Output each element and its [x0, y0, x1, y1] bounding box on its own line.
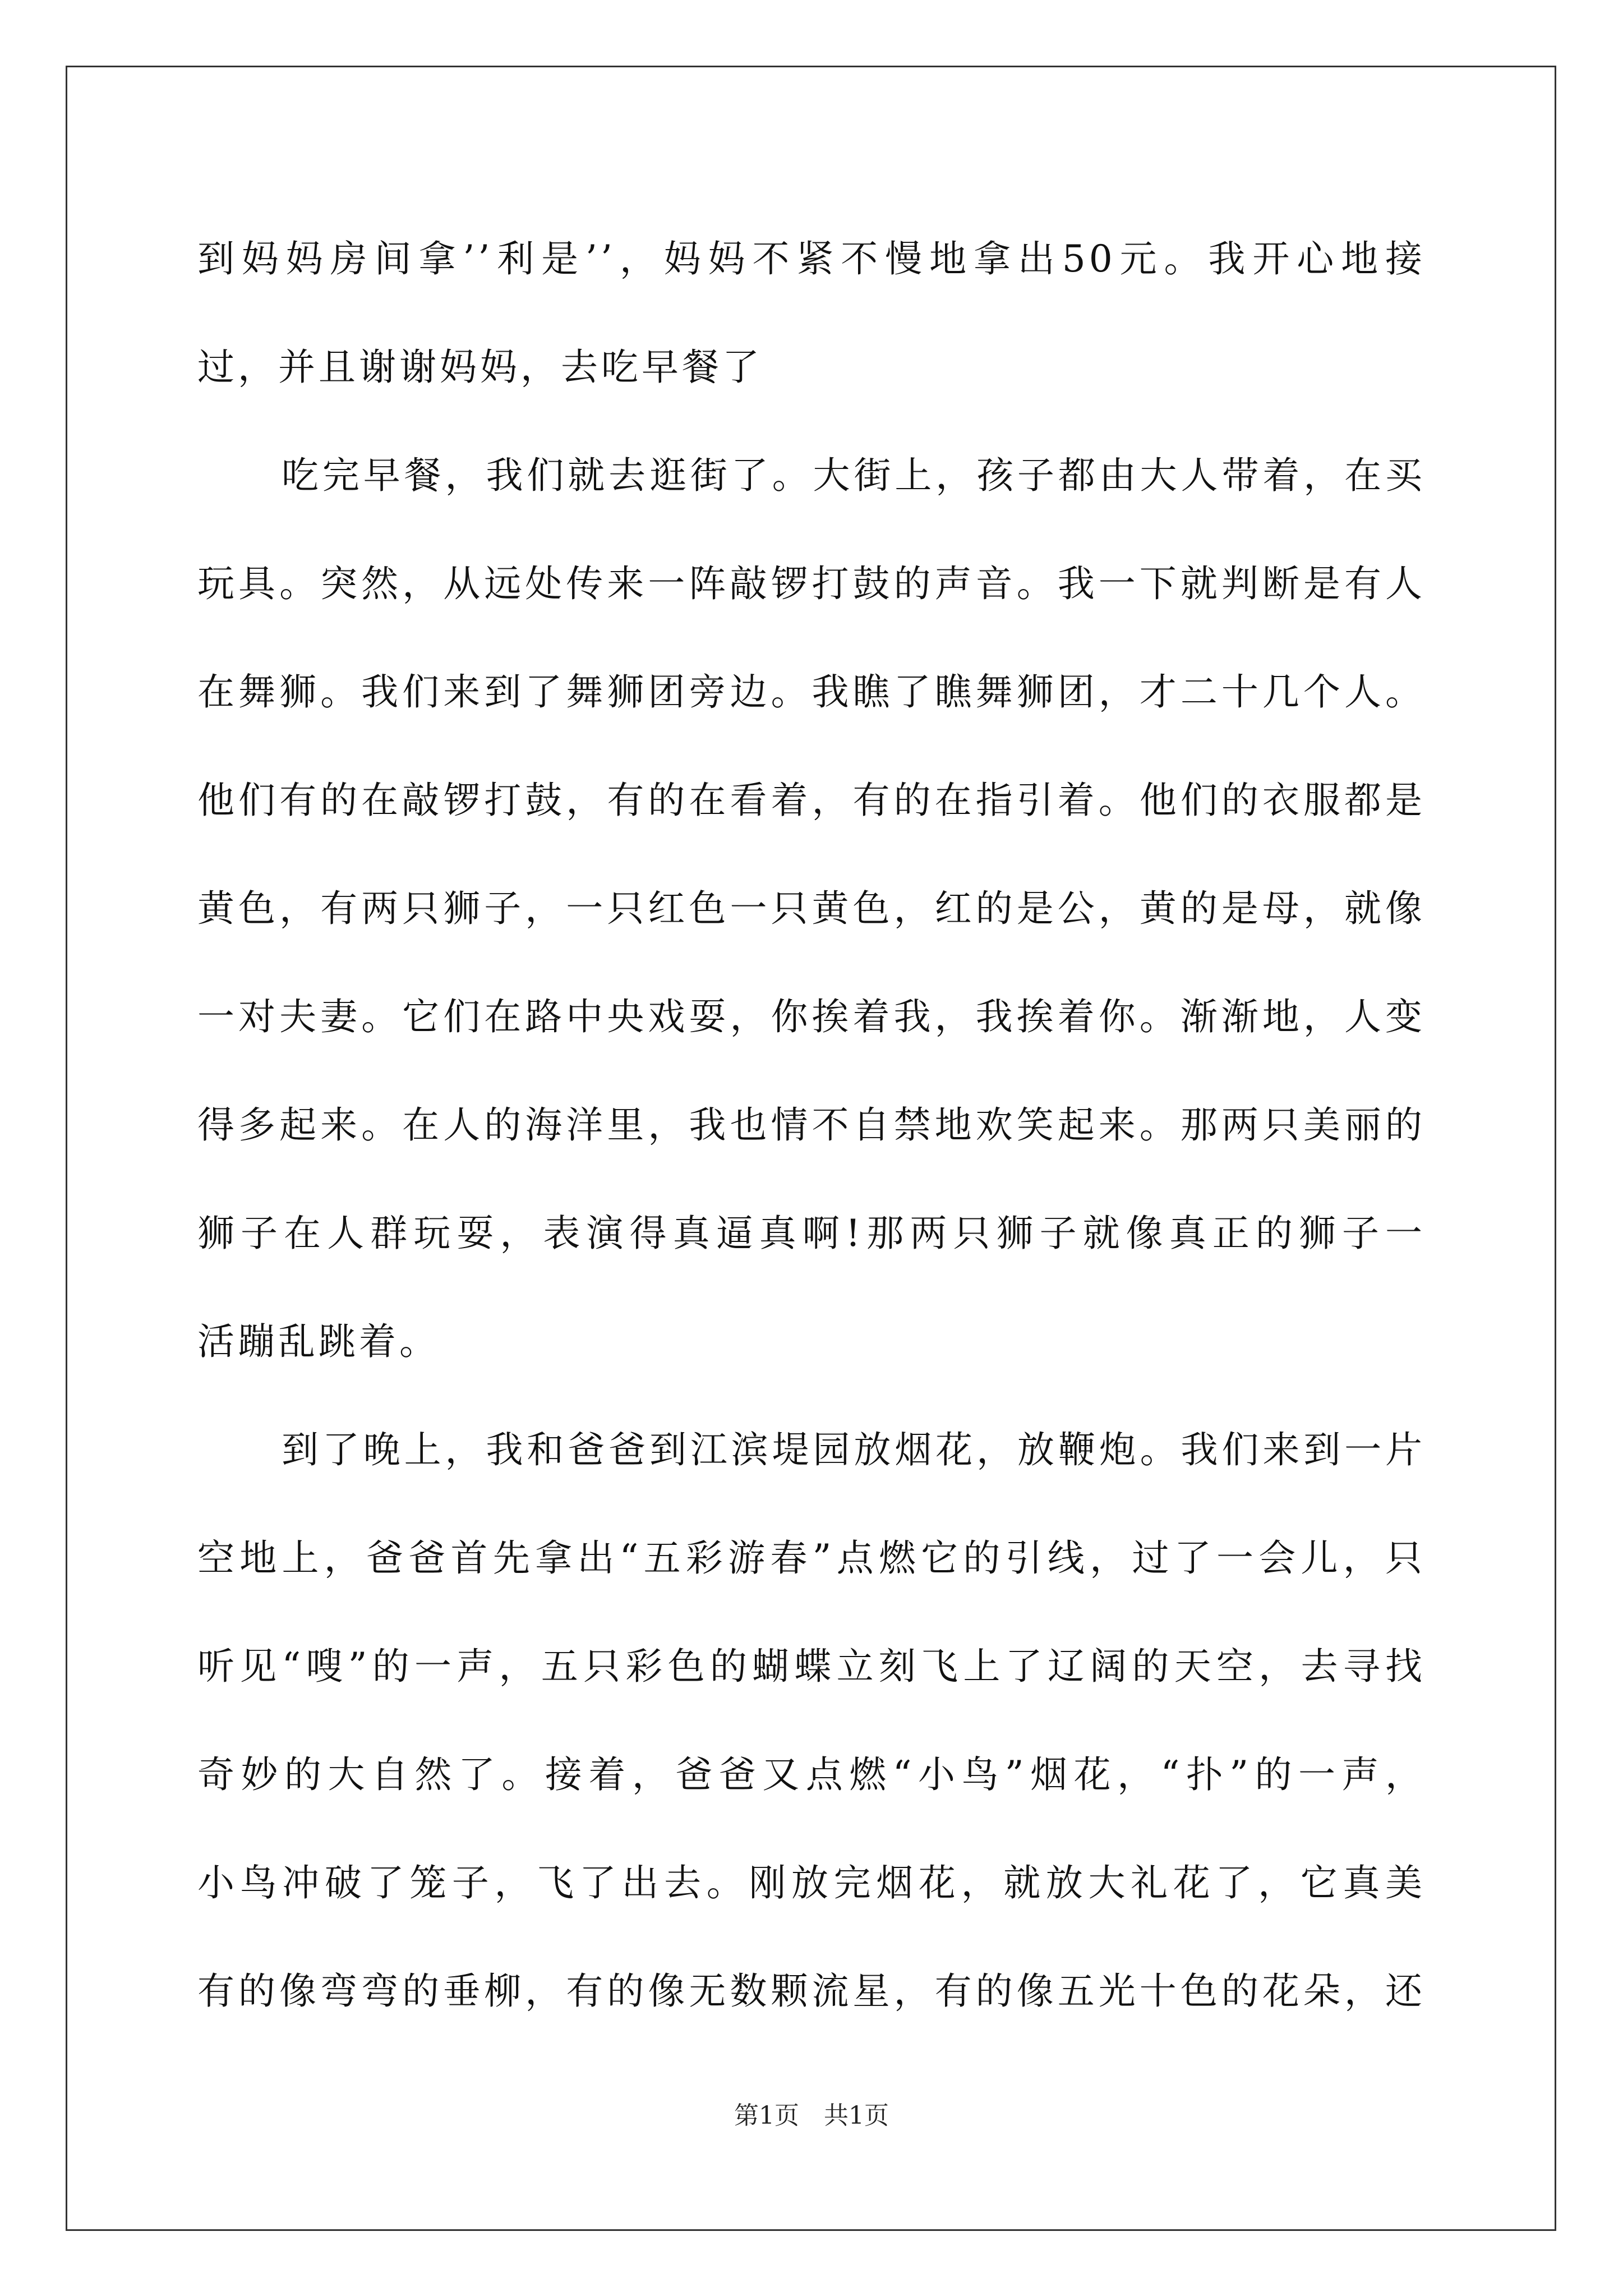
document-body — [197, 205, 1426, 2045]
text-line: 活蹦乱跳着。 — [197, 1320, 440, 1363]
text-line: 狮子在人群玩耍，表演得真逼真啊!那两只狮子就像真正的狮子一 — [197, 1212, 1426, 1255]
text-line: 听见“嗖”的一声，五只彩色的蝴蝶立刻飞上了辽阔的天空，去寻找 — [197, 1645, 1426, 1688]
text-line: 有的像弯弯的垂柳，有的像无数颗流星，有的像五光十色的花朵，还 — [197, 1970, 1426, 2013]
text-line: 奇妙的大自然了。接着，爸爸又点燃“小鸟”烟花，“扑”的一声， — [197, 1753, 1426, 1796]
text-line: 得多起来。在人的海洋里，我也情不自禁地欢笑起来。那两只美丽的 — [197, 1103, 1426, 1147]
text-line: 黄色，有两只狮子，一只红色一只黄色，红的是公，黄的是母，就像 — [197, 887, 1426, 930]
text-line: 吃完早餐，我们就去逛街了。大街上，孩子都由大人带着，在买 — [282, 454, 1426, 497]
text-line: 玩具。突然，从远处传来一阵敲锣打鼓的声音。我一下就判断是有人 — [197, 562, 1426, 605]
text-line: 他们有的在敲锣打鼓，有的在看着，有的在指引着。他们的衣服都是 — [197, 779, 1426, 822]
text-line: 到了晚上，我和爸爸到江滨堤园放烟花，放鞭炮。我们来到一片 — [282, 1428, 1426, 1471]
text-line: 在舞狮。我们来到了舞狮团旁边。我瞧了瞧舞狮团，才二十几个人。 — [197, 670, 1426, 714]
text-line: 空地上，爸爸首先拿出“五彩游春”点燃它的引线，过了一会儿，只 — [197, 1536, 1426, 1580]
text-line: 小鸟冲破了笼子，飞了出去。刚放完烟花，就放大礼花了，它真美 — [197, 1861, 1426, 1904]
text-line: 过，并且谢谢妈妈，去吃早餐了 — [197, 346, 763, 389]
text-line: 到妈妈房间拿’’利是’’，妈妈不紧不慢地拿出50元。我开心地接 — [197, 237, 1426, 280]
page-footer: 第1页 共1页 — [734, 2101, 889, 2130]
text-line: 一对夫妻。它们在路中央戏耍，你挨着我，我挨着你。渐渐地，人变 — [197, 995, 1426, 1038]
